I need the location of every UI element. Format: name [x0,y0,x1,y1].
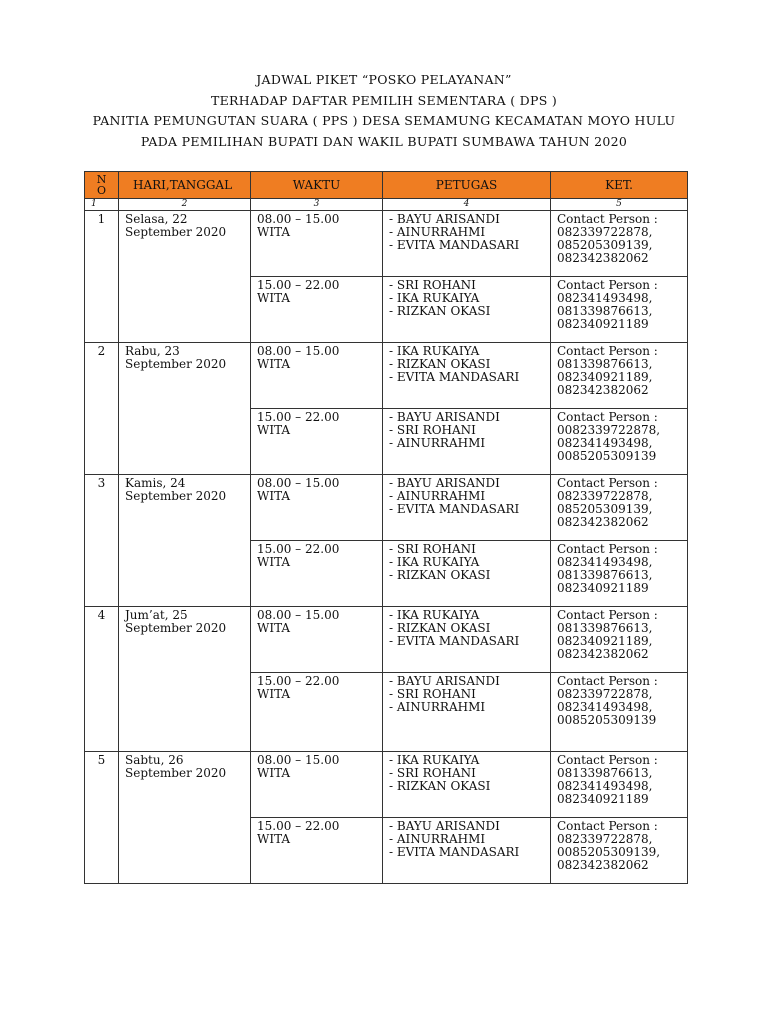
contact-phone: 082341493498, [557,291,653,305]
contact-phone: 085205309139, [557,502,653,516]
contact-label: Contact Person : [557,542,658,556]
slot-time [251,277,383,343]
time-zone: WITA [257,291,291,305]
column-number-row [85,199,688,211]
staff-name: - IKA RUKAIYA [389,555,480,569]
time-range: 08.00 – 15.00 [257,476,340,490]
slot-note [551,211,688,277]
table-row [85,343,688,409]
row-day [119,343,251,475]
column-number-5: 5 [551,199,688,211]
slot-note [551,277,688,343]
staff-name: - SRI ROHANI [389,766,476,780]
header-staff: PETUGAS [383,172,551,199]
table-row [85,475,688,541]
day-name: Selasa, 22 [125,212,188,226]
row-number: 5 [85,752,119,884]
contact-label: Contact Person : [557,278,658,292]
staff-name: - AINURRAHMI [389,489,486,503]
contact-label: Contact Person : [557,410,658,424]
staff-name: - RIZKAN OKASI [389,568,491,582]
contact-phone: 082340921189, [557,370,653,384]
staff-name: - EVITA MANDASARI [389,502,520,516]
contact-phone: 082341493498, [557,555,653,569]
staff-name: - EVITA MANDASARI [389,845,520,859]
contact-phone: 081339876613, [557,621,653,635]
contact-phone: 081339876613, [557,357,653,371]
slot-staff [383,343,551,409]
day-date: September 2020 [125,766,227,780]
time-zone: WITA [257,357,291,371]
staff-name: - SRI ROHANI [389,542,476,556]
contact-label: Contact Person : [557,819,658,833]
title-line-2: TERHADAP DAFTAR PEMILIH SEMENTARA ( DPS ) [210,92,558,108]
table-row [85,752,688,818]
header-day: HARI,TANGGAL [119,172,251,199]
contact-label: Contact Person : [557,344,658,358]
slot-note [551,818,688,884]
time-range: 15.00 – 22.00 [257,674,340,688]
row-day [119,475,251,607]
slot-staff [383,475,551,541]
schedule-table [84,171,688,884]
row-number: 4 [85,607,119,752]
contact-phone: 0085205309139, [557,845,661,859]
staff-name: - SRI ROHANI [389,687,476,701]
time-range: 15.00 – 22.00 [257,410,340,424]
column-number-3: 3 [251,199,383,211]
staff-name: - BAYU ARISANDI [389,674,500,688]
slot-note [551,541,688,607]
table-header-row [85,172,688,199]
row-number: 2 [85,343,119,475]
time-range: 08.00 – 15.00 [257,608,340,622]
day-date: September 2020 [125,225,227,239]
contact-phone: 082340921189 [557,581,649,595]
staff-name: - BAYU ARISANDI [389,410,500,424]
contact-label: Contact Person : [557,476,658,490]
contact-phone: 081339876613, [557,304,653,318]
day-name: Kamis, 24 [125,476,186,490]
time-zone: WITA [257,687,291,701]
time-range: 15.00 – 22.00 [257,819,340,833]
staff-name: - SRI ROHANI [389,423,476,437]
staff-name: - AINURRAHMI [389,700,486,714]
contact-phone: 081339876613, [557,766,653,780]
row-day [119,752,251,884]
contact-phone: 082340921189 [557,317,649,331]
header-time: WAKTU [251,172,383,199]
contact-phone: 082339722878, [557,687,653,701]
contact-phone: 0085205309139 [557,713,657,727]
staff-name: - RIZKAN OKASI [389,357,491,371]
column-number-1: 1 [85,199,119,211]
slot-staff [383,752,551,818]
day-name: Sabtu, 26 [125,753,184,767]
time-zone: WITA [257,225,291,239]
contact-phone: 082342382062 [557,647,649,661]
row-number: 3 [85,475,119,607]
contact-phone: 0082339722878, [557,423,661,437]
time-zone: WITA [257,621,291,635]
contact-label: Contact Person : [557,608,658,622]
time-zone: WITA [257,555,291,569]
slot-time [251,607,383,673]
day-date: September 2020 [125,489,227,503]
contact-phone: 082340921189 [557,792,649,806]
schedule-body [85,211,688,884]
slot-staff [383,211,551,277]
time-zone: WITA [257,832,291,846]
title-line-4: PADA PEMILIHAN BUPATI DAN WAKIL BUPATI SUMBAWA TAHUN 2020 [140,133,628,149]
slot-note [551,752,688,818]
contact-phone: 082341493498, [557,700,653,714]
contact-phone: 085205309139, [557,238,653,252]
contact-phone: 082342382062 [557,858,649,872]
document-title [0,70,768,152]
contact-label: Contact Person : [557,753,658,767]
slot-staff [383,277,551,343]
contact-phone: 082341493498, [557,779,653,793]
contact-phone: 082341493498, [557,436,653,450]
slot-note [551,343,688,409]
contact-phone: 082342382062 [557,515,649,529]
slot-staff [383,541,551,607]
slot-note [551,607,688,673]
slot-time [251,541,383,607]
staff-name: - BAYU ARISANDI [389,476,500,490]
contact-phone: 082339722878, [557,225,653,239]
slot-time [251,475,383,541]
contact-phone: 082339722878, [557,832,653,846]
title-line-1: JADWAL PIKET “POSKO PELAYANAN” [256,72,512,87]
time-range: 08.00 – 15.00 [257,753,340,767]
staff-name: - EVITA MANDASARI [389,634,520,648]
slot-time [251,818,383,884]
time-zone: WITA [257,423,291,437]
column-number-4: 4 [383,199,551,211]
header-no-line1: N [96,173,107,186]
table-row [85,607,688,673]
staff-name: - AINURRAHMI [389,832,486,846]
staff-name: - EVITA MANDASARI [389,238,520,252]
staff-name: - AINURRAHMI [389,436,486,450]
day-name: Jum’at, 25 [125,608,188,622]
time-zone: WITA [257,766,291,780]
contact-phone: 082342382062 [557,251,649,265]
row-day [119,211,251,343]
staff-name: - IKA RUKAIYA [389,291,480,305]
staff-name: - RIZKAN OKASI [389,621,491,635]
contact-label: Contact Person : [557,674,658,688]
contact-label: Contact Person : [557,212,658,226]
day-date: September 2020 [125,621,227,635]
header-no [85,172,119,199]
contact-phone: 082342382062 [557,383,649,397]
contact-phone: 0085205309139 [557,449,657,463]
staff-name: - RIZKAN OKASI [389,779,491,793]
slot-staff [383,607,551,673]
time-zone: WITA [257,489,291,503]
row-day [119,607,251,752]
staff-name: - BAYU ARISANDI [389,212,500,226]
header-note: KET. [551,172,688,199]
slot-staff [383,818,551,884]
staff-name: - SRI ROHANI [389,278,476,292]
row-number: 1 [85,211,119,343]
staff-name: - IKA RUKAIYA [389,753,480,767]
staff-name: - AINURRAHMI [389,225,486,239]
header-no-line2: O [96,184,107,197]
staff-name: - IKA RUKAIYA [389,608,480,622]
slot-note [551,673,688,752]
slot-time [251,673,383,752]
slot-staff [383,673,551,752]
slot-note [551,475,688,541]
staff-name: - IKA RUKAIYA [389,344,480,358]
staff-name: - BAYU ARISANDI [389,819,500,833]
day-name: Rabu, 23 [125,344,180,358]
title-line-3: PANITIA PEMUNGUTAN SUARA ( PPS ) DESA SEMAMUNG KECAMATAN MOYO HULU [92,113,676,128]
column-number-2: 2 [119,199,251,211]
staff-name: - EVITA MANDASARI [389,370,520,384]
table-row [85,211,688,277]
contact-phone: 082340921189, [557,634,653,648]
day-date: September 2020 [125,357,227,371]
slot-time [251,343,383,409]
staff-name: - RIZKAN OKASI [389,304,491,318]
time-range: 08.00 – 15.00 [257,344,340,358]
contact-phone: 081339876613, [557,568,653,582]
slot-note [551,409,688,475]
time-range: 15.00 – 22.00 [257,278,340,292]
time-range: 15.00 – 22.00 [257,542,340,556]
slot-staff [383,409,551,475]
contact-phone: 082339722878, [557,489,653,503]
slot-time [251,752,383,818]
slot-time [251,211,383,277]
time-range: 08.00 – 15.00 [257,212,340,226]
slot-time [251,409,383,475]
